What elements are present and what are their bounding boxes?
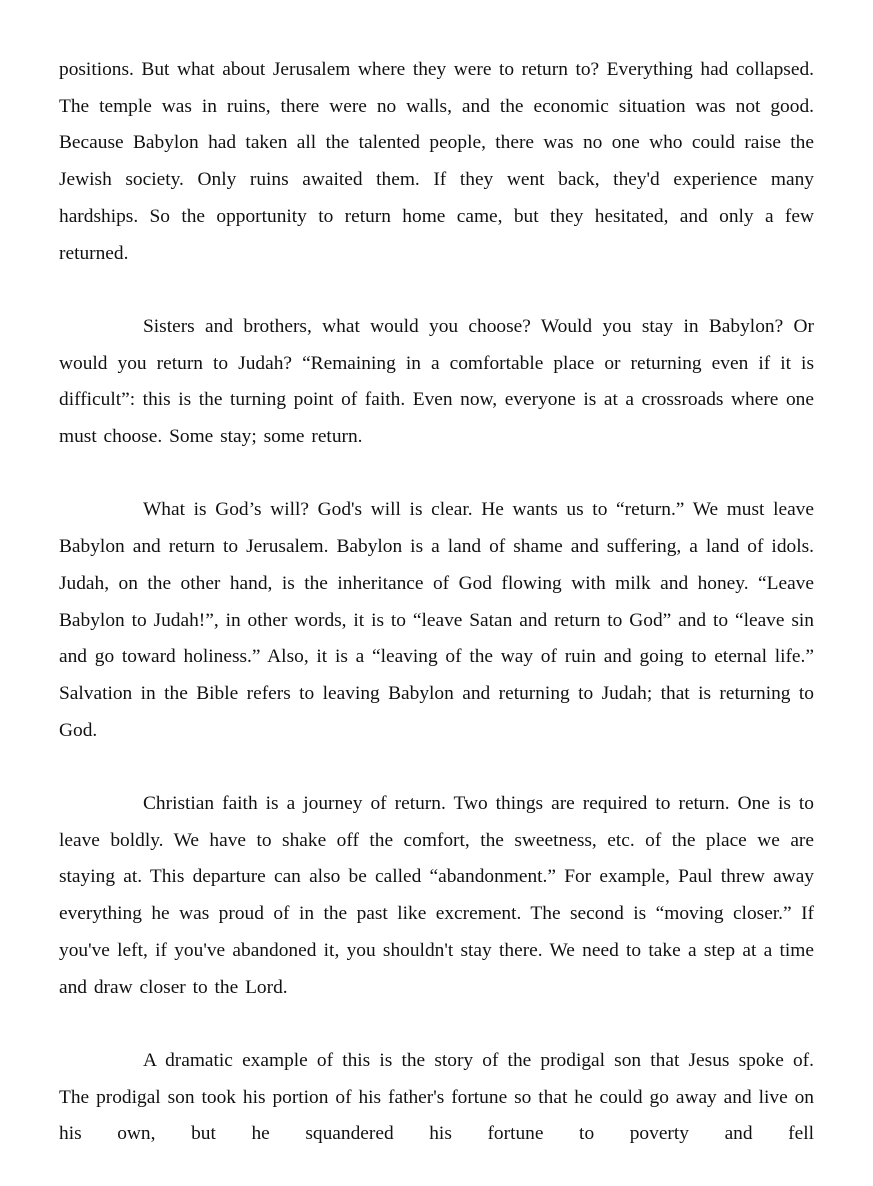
paragraph-1: positions. But what about Jerusalem where they were to return to? Everything had collapsed. The temple was in ruins, there were no walls, and the economic situation was not good. Because Babylon had taken all the talented people, there was no one who could raise the Jewish society. Only ruins awaited them. If they went back, they'd experience many hardships. So the opportunity to return home came, but they hesitated, and only a few returned. [59, 59, 814, 264]
paragraph-2: Sisters and brothers, what would you choose? Would you stay in Babylon? Or would you return to Judah? “Remaining in a comfortable place or returning even if it is difficult”: this is the turning point of faith. Even now, everyone is at a crossroads where one must choose. Some stay; some return. [59, 315, 814, 448]
paragraph-3: What is God’s will? God's will is clear. He wants us to “return.” We must leave Babylon and return to Jerusalem. Babylon is a land of shame and suffering, a land of idols. Judah, on the other hand, is the inheritance of God flowing with milk and honey. “Leave Babylon to Judah!”, in other words, it is to “leave Satan and return to God” and to “leave sin and go toward holiness.” Also, it is a “leaving of the way of ruin and going to eternal life.” Salvation in the Bible refers to leaving Babylon and returning to Judah; that is returning to God. [59, 499, 814, 741]
document-page [59, 52, 814, 1153]
paragraph-4: Christian faith is a journey of return. Two things are required to return. One is to leave boldly. We have to shake off the comfort, the sweetness, etc. of the place we are staying at. This departure can also be called “abandonment.” For example, Paul threw away everything he was proud of in the past like excrement. The second is “moving closer.” If you've left, if you've abandoned it, you shouldn't stay there. We need to take a step at a time and draw closer to the Lord. [59, 793, 814, 998]
paragraph-5: A dramatic example of this is the story of the prodigal son that Jesus spoke of. The prodigal son took his portion of his father's fortune so that he could go away and live on his own, but he squandered his fortune to poverty and fell [59, 1049, 814, 1145]
